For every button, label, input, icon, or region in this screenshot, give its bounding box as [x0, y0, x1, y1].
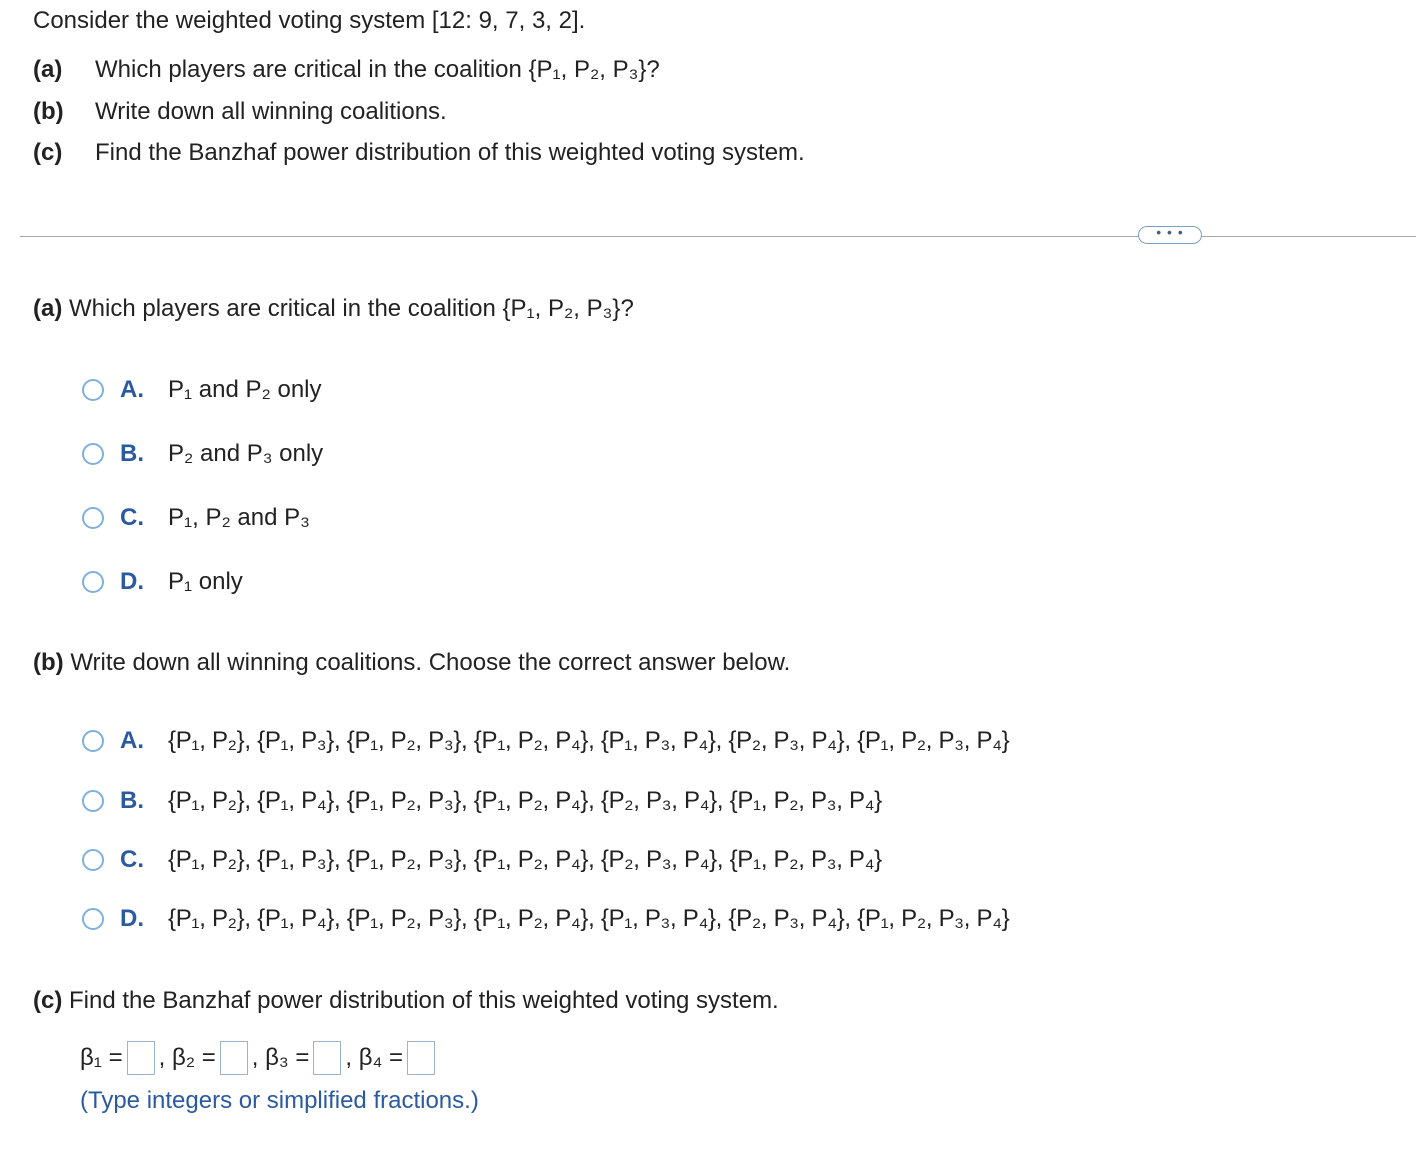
part-text: Write down all winning coalitions.: [95, 97, 447, 125]
option-text: P₂ and P₃ only: [168, 440, 324, 467]
radio-button[interactable]: [82, 908, 104, 930]
option-text: {P₁, P₂}, {P₁, P₃}, {P₁, P₂, P₃}, {P₁, P₂, P₄}, {P₁, P₃, P₄}, {P₂, P₃, P₄}, {P₁, P₂, P₃, P₄}: [168, 727, 1010, 754]
beta-4-input[interactable]: [407, 1041, 435, 1075]
part-letter: (a): [33, 56, 63, 83]
radio-button[interactable]: [82, 443, 104, 465]
option-letter: A.: [120, 376, 144, 403]
radio-button[interactable]: [82, 507, 104, 529]
beta-2-input[interactable]: [220, 1041, 248, 1075]
part-letter: (c): [33, 139, 63, 166]
part-c-question: [33, 986, 779, 1016]
option-letter: A.: [120, 727, 144, 754]
radio-button[interactable]: [82, 571, 104, 593]
part-b-option-d[interactable]: [82, 903, 1009, 935]
part-b-option-b[interactable]: [82, 785, 882, 817]
section-divider: [20, 236, 1416, 237]
part-b-option-c[interactable]: [82, 844, 882, 876]
part-c-label: (c): [33, 987, 63, 1014]
part-c-question-text: Find the Banzhaf power distribution of this weighted voting system.: [69, 987, 779, 1014]
problem-parts-list: [33, 56, 805, 181]
part-a-option-a[interactable]: [82, 374, 322, 406]
radio-button[interactable]: [82, 790, 104, 812]
problem-part-b: [33, 98, 805, 140]
part-a-option-d[interactable]: [82, 566, 243, 598]
problem-part-a: [33, 56, 805, 98]
beta-3-input[interactable]: [313, 1041, 341, 1075]
part-b-option-a[interactable]: [82, 725, 1009, 757]
part-text: Which players are critical in the coalition {P₁, P₂, P₃}?: [95, 56, 660, 83]
option-text: {P₁, P₂}, {P₁, P₃}, {P₁, P₂, P₃}, {P₁, P₂, P₄}, {P₂, P₃, P₄}, {P₁, P₂, P₃, P₄}: [168, 846, 882, 873]
option-text: {P₁, P₂}, {P₁, P₄}, {P₁, P₂, P₃}, {P₁, P₂, P₄}, {P₂, P₃, P₄}, {P₁, P₂, P₃, P₄}: [168, 787, 882, 814]
part-a-option-c[interactable]: [82, 502, 310, 534]
beta-3-label: β₃ =: [265, 1044, 310, 1071]
option-letter: D.: [120, 568, 144, 595]
problem-intro: Consider the weighted voting system [12: 9, 7, 3, 2].: [33, 7, 586, 34]
problem-part-c: [33, 139, 805, 181]
part-a-option-b[interactable]: [82, 438, 323, 470]
part-text: Find the Banzhaf power distribution of this weighted voting system.: [95, 139, 805, 166]
option-letter: C.: [120, 504, 144, 531]
beta-4-label: β₄ =: [358, 1044, 403, 1071]
radio-button[interactable]: [82, 849, 104, 871]
option-letter: B.: [120, 787, 144, 814]
part-a-label: (a): [33, 295, 63, 322]
option-letter: C.: [120, 846, 144, 873]
option-text: {P₁, P₂}, {P₁, P₄}, {P₁, P₂, P₃}, {P₁, P₂, P₄}, {P₁, P₃, P₄}, {P₂, P₃, P₄}, {P₁, P₂, P₃, P₄}: [168, 905, 1010, 932]
part-b-question-text: Write down all winning coalitions. Choose the correct answer below.: [70, 649, 791, 676]
part-a-question-text: Which players are critical in the coalition {P₁, P₂, P₃}?: [69, 295, 634, 322]
more-options-button[interactable]: • • •: [1138, 226, 1202, 244]
part-b-label: (b): [33, 649, 64, 676]
option-letter: B.: [120, 440, 144, 467]
option-text: P₁ only: [168, 568, 243, 595]
separator: ,: [158, 1044, 166, 1071]
banzhaf-answer-row: [80, 1038, 439, 1078]
part-a-question: [33, 294, 634, 324]
separator: ,: [345, 1044, 353, 1071]
radio-button[interactable]: [82, 730, 104, 752]
beta-1-label: β₁ =: [80, 1044, 123, 1071]
option-letter: D.: [120, 905, 144, 932]
option-text: P₁ and P₂ only: [168, 376, 322, 403]
part-b-question: [33, 648, 790, 678]
radio-button[interactable]: [82, 379, 104, 401]
beta-1-input[interactable]: [127, 1041, 155, 1075]
separator: ,: [251, 1044, 259, 1071]
answer-format-hint: (Type integers or simplified fractions.): [80, 1087, 479, 1114]
option-text: P₁, P₂ and P₃: [168, 504, 310, 531]
beta-2-label: β₂ =: [171, 1044, 216, 1071]
part-letter: (b): [33, 97, 64, 125]
